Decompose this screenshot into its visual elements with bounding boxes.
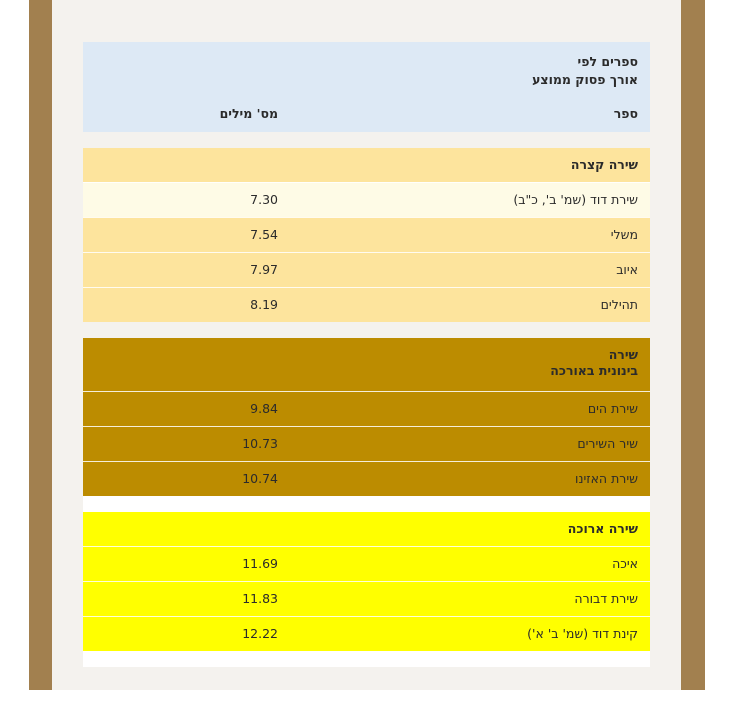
group-header-long <box>83 512 650 546</box>
book-name: שירת דוד (שמ' ב', כ"ב) <box>513 192 638 207</box>
book-name: שירת דבורה <box>574 591 638 606</box>
table-header <box>83 42 650 132</box>
frame-right <box>681 0 705 690</box>
book-name: שירת האזינו <box>575 471 638 486</box>
group-title: שירה ארוכה <box>567 521 638 536</box>
word-count: 10.73 <box>242 436 278 451</box>
word-count: 10.74 <box>242 471 278 486</box>
table-row <box>83 217 650 252</box>
word-count: 11.83 <box>242 591 278 606</box>
spacer <box>83 322 650 338</box>
group-title <box>550 347 638 379</box>
table-row <box>83 461 650 496</box>
book-name: איוב <box>616 262 638 277</box>
title-line-1: ספרים לפי <box>577 54 638 69</box>
word-count: 12.22 <box>242 626 278 641</box>
column-header-words: מס' מילים <box>219 106 278 121</box>
table-row <box>83 287 650 322</box>
word-count: 11.69 <box>242 556 278 571</box>
book-name: תהילים <box>600 297 638 312</box>
book-name: משלי <box>610 227 638 242</box>
book-name: איכה <box>612 556 638 571</box>
book-name: שירת הים <box>587 401 638 416</box>
group-title-line-1: שירה <box>608 347 638 362</box>
table-row <box>83 581 650 616</box>
table-row <box>83 182 650 217</box>
word-count: 9.84 <box>250 401 278 416</box>
word-count: 7.97 <box>250 262 278 277</box>
word-count: 7.30 <box>250 192 278 207</box>
verse-length-table <box>83 42 650 667</box>
table-row <box>83 252 650 287</box>
table-row <box>83 616 650 651</box>
book-name: קינת דוד (שמ' ב' א') <box>527 626 638 641</box>
table-footer-spacer <box>83 651 650 667</box>
title-line-2: אורך פסוק ממוצע <box>532 72 638 87</box>
word-count: 8.19 <box>250 297 278 312</box>
column-header-book: ספר <box>613 106 638 121</box>
group-title-line-2: בינונית באורכה <box>550 363 638 378</box>
table-row <box>83 546 650 581</box>
book-name: שיר השירים <box>577 436 638 451</box>
word-count: 7.54 <box>250 227 278 242</box>
group-title: שירה קצרה <box>570 157 638 172</box>
table-title <box>532 53 638 89</box>
spacer <box>83 132 650 148</box>
group-header-short <box>83 148 650 182</box>
table-row <box>83 391 650 426</box>
frame-left <box>29 0 52 690</box>
spacer <box>83 496 650 512</box>
table-row <box>83 426 650 461</box>
group-header-medium <box>83 338 650 391</box>
